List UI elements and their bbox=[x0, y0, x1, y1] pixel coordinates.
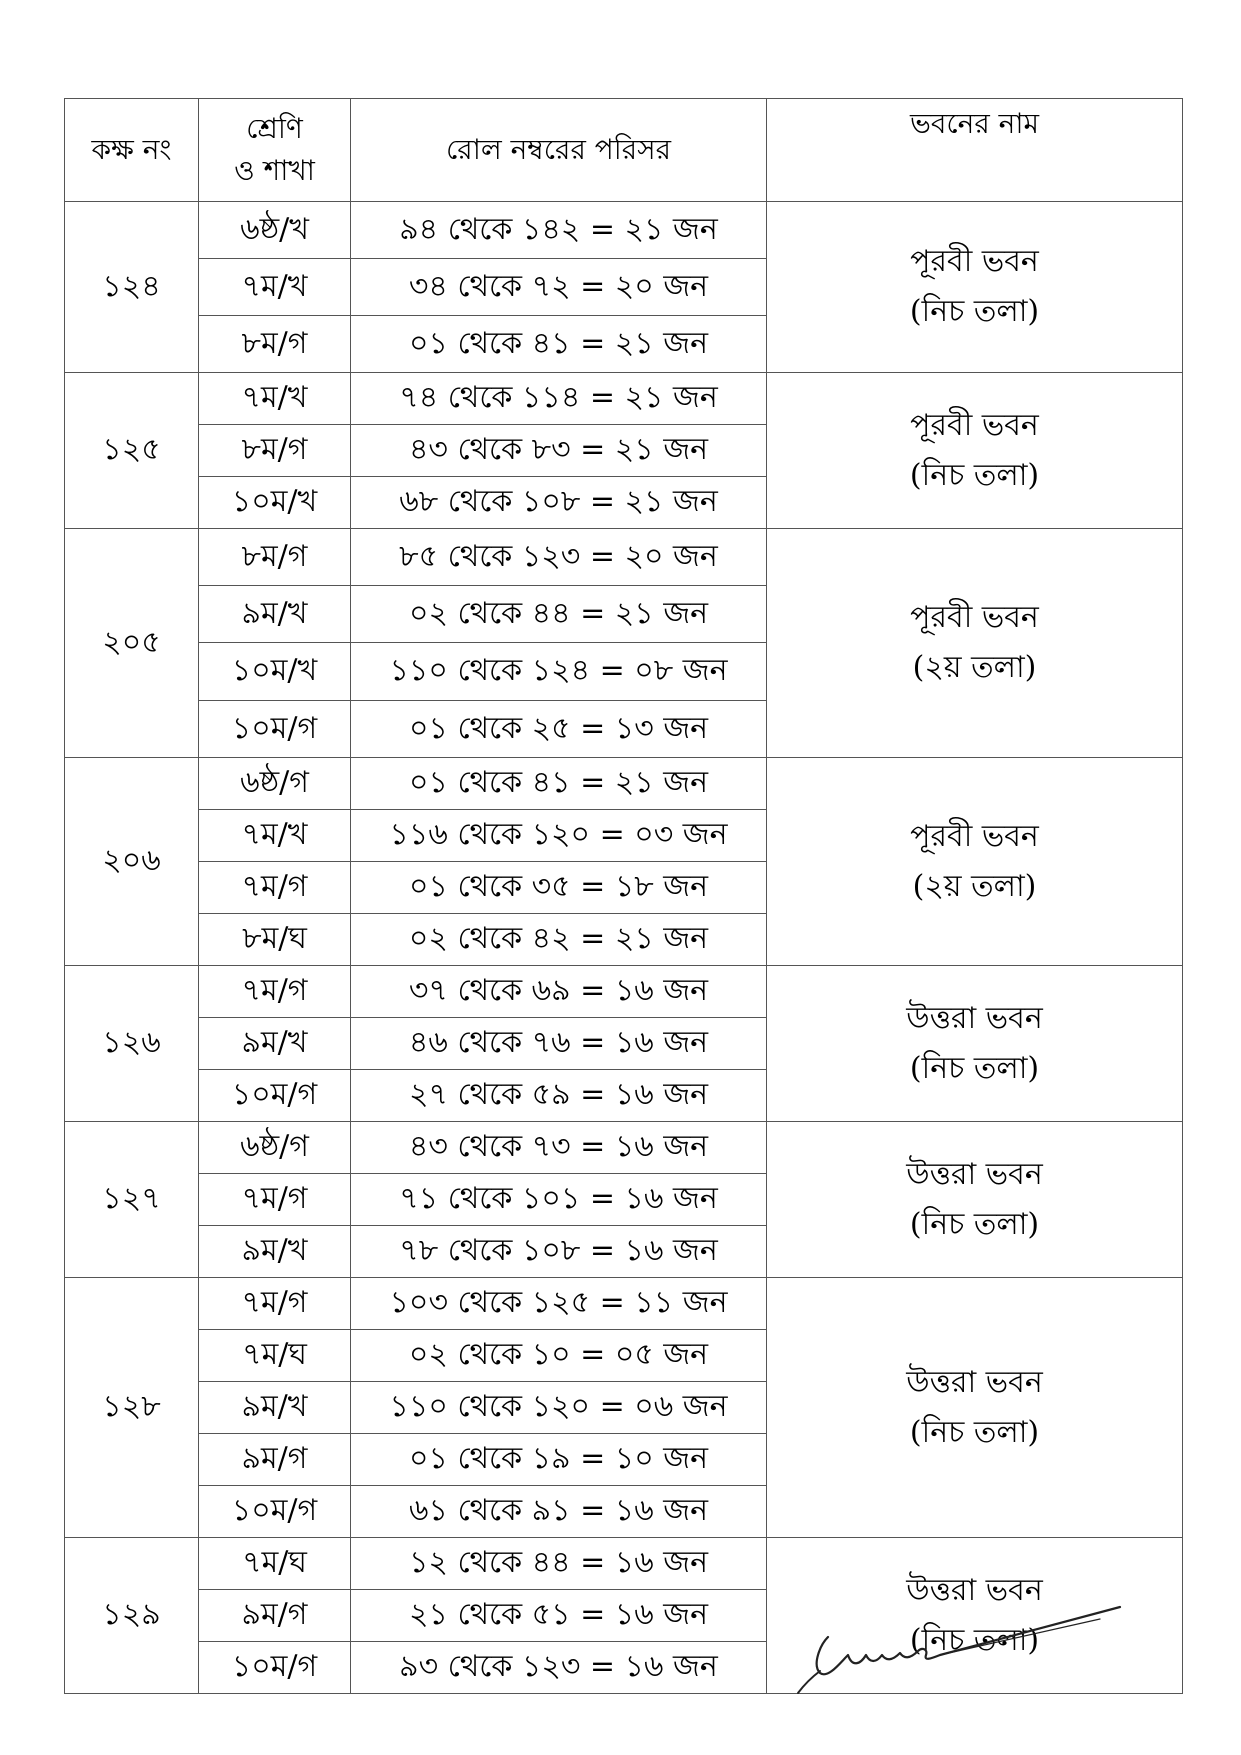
roll-range-cell: ০২ থেকে ১০ = ০৫ জন bbox=[351, 1330, 767, 1382]
roll-range-cell: ৮৫ থেকে ১২৩ = ২০ জন bbox=[351, 529, 767, 586]
roll-range-cell: ২১ থেকে ৫১ = ১৬ জন bbox=[351, 1590, 767, 1642]
class-section-cell: ৬ষ্ঠ/গ bbox=[199, 1122, 351, 1174]
roll-range-cell: ০১ থেকে ২৫ = ১৩ জন bbox=[351, 701, 767, 758]
class-section-cell: ৭ম/খ bbox=[199, 810, 351, 862]
table-row bbox=[65, 966, 1183, 1018]
seat-plan-table bbox=[64, 98, 1183, 1694]
table-row bbox=[65, 1278, 1183, 1330]
building-name-cell bbox=[767, 1122, 1183, 1278]
roll-range-cell: ৩৪ থেকে ৭২ = ২০ জন bbox=[351, 259, 767, 316]
roll-range-cell: ০১ থেকে ৪১ = ২১ জন bbox=[351, 316, 767, 373]
class-section-cell: ৭ম/ঘ bbox=[199, 1538, 351, 1590]
room-number-cell: ১২৪ bbox=[65, 202, 199, 373]
building-name-line: (নিচ তলা) bbox=[909, 294, 1040, 329]
class-section-cell: ৬ষ্ঠ/খ bbox=[199, 202, 351, 259]
class-section-cell: ১০ম/গ bbox=[199, 1486, 351, 1538]
building-name-line: (২য় তলা) bbox=[912, 868, 1037, 904]
building-name-line: (নিচ তলা) bbox=[909, 1622, 1040, 1658]
class-section-cell: ৮ম/ঘ bbox=[199, 914, 351, 966]
header-roll-range: রোল নম্বরের পরিসর bbox=[351, 99, 767, 202]
roll-range-cell: ৭১ থেকে ১০১ = ১৬ জন bbox=[351, 1174, 767, 1226]
class-section-cell: ৯ম/খ bbox=[199, 1018, 351, 1070]
class-section-cell: ৮ম/গ bbox=[199, 316, 351, 373]
roll-range-cell: ১০৩ থেকে ১২৫ = ১১ জন bbox=[351, 1278, 767, 1330]
class-section-cell: ১০ম/গ bbox=[199, 1642, 351, 1694]
class-section-cell: ৭ম/গ bbox=[199, 1278, 351, 1330]
roll-range-cell: ১১০ থেকে ১২৪ = ০৮ জন bbox=[351, 643, 767, 701]
building-name-line: পূরবী ভবন bbox=[910, 818, 1039, 854]
roll-range-cell: ৯৪ থেকে ১৪২ = ২১ জন bbox=[351, 202, 767, 259]
roll-range-cell: ৪৬ থেকে ৭৬ = ১৬ জন bbox=[351, 1018, 767, 1070]
header-room: কক্ষ নং bbox=[65, 99, 199, 202]
building-name-line: পূরবী ভবন bbox=[910, 244, 1039, 279]
building-name-line: পূরবী ভবন bbox=[910, 600, 1039, 635]
header-class-section bbox=[199, 99, 351, 202]
class-section-cell: ৯ম/খ bbox=[199, 1226, 351, 1278]
roll-range-cell: ১১০ থেকে ১২০ = ০৬ জন bbox=[351, 1382, 767, 1434]
header-building: ভবনের নাম bbox=[767, 99, 1183, 202]
class-section-cell: ৭ম/গ bbox=[199, 1174, 351, 1226]
class-section-cell: ৯ম/খ bbox=[199, 1382, 351, 1434]
class-section-cell: ৭ম/খ bbox=[199, 373, 351, 425]
roll-range-cell: ৭৮ থেকে ১০৮ = ১৬ জন bbox=[351, 1226, 767, 1278]
class-section-cell: ৮ম/গ bbox=[199, 529, 351, 586]
building-name-line: (২য় তলা) bbox=[912, 650, 1037, 685]
signature bbox=[790, 1585, 1140, 1705]
roll-range-cell: ০১ থেকে ৩৫ = ১৮ জন bbox=[351, 862, 767, 914]
roll-range-cell: ১১৬ থেকে ১২০ = ০৩ জন bbox=[351, 810, 767, 862]
roll-range-cell: ৪৩ থেকে ৮৩ = ২১ জন bbox=[351, 425, 767, 477]
roll-range-cell: ০২ থেকে ৪৪ = ২১ জন bbox=[351, 586, 767, 643]
class-section-cell: ১০ম/গ bbox=[199, 1070, 351, 1122]
room-number-cell: ১২৮ bbox=[65, 1278, 199, 1538]
table-row bbox=[65, 1122, 1183, 1174]
class-section-cell: ১০ম/খ bbox=[199, 643, 351, 701]
roll-range-cell: ০১ থেকে ৪১ = ২১ জন bbox=[351, 758, 767, 810]
room-number-cell: ১২৬ bbox=[65, 966, 199, 1122]
roll-range-cell: ৯৩ থেকে ১২৩ = ১৬ জন bbox=[351, 1642, 767, 1694]
building-name-cell bbox=[767, 373, 1183, 529]
class-section-cell: ৭ম/গ bbox=[199, 966, 351, 1018]
roll-range-cell: ১২ থেকে ৪৪ = ১৬ জন bbox=[351, 1538, 767, 1590]
building-name-line: পূরবী ভবন bbox=[910, 407, 1039, 443]
roll-range-cell: ৭৪ থেকে ১১৪ = ২১ জন bbox=[351, 373, 767, 425]
room-number-cell: ২০৫ bbox=[65, 529, 199, 758]
building-name-line: উত্তরা ভবন bbox=[906, 1364, 1043, 1400]
roll-range-cell: ৬৮ থেকে ১০৮ = ২১ জন bbox=[351, 477, 767, 529]
class-section-cell: ৯ম/গ bbox=[199, 1434, 351, 1486]
building-name-line: (নিচ তলা) bbox=[909, 1050, 1040, 1086]
table-row bbox=[65, 202, 1183, 259]
room-number-cell: ১২৯ bbox=[65, 1538, 199, 1694]
class-section-cell: ৭ম/গ bbox=[199, 862, 351, 914]
roll-range-cell: ৬১ থেকে ৯১ = ১৬ জন bbox=[351, 1486, 767, 1538]
header-class-line-1: শ্রেণি bbox=[246, 112, 303, 145]
room-number-cell: ১২৫ bbox=[65, 373, 199, 529]
room-number-cell: ১২৭ bbox=[65, 1122, 199, 1278]
roll-range-cell: ০১ থেকে ১৯ = ১০ জন bbox=[351, 1434, 767, 1486]
building-name-cell bbox=[767, 1278, 1183, 1538]
building-name-cell bbox=[767, 758, 1183, 966]
header-class-line-2: ও শাখা bbox=[234, 154, 315, 187]
building-name-cell bbox=[767, 529, 1183, 758]
building-name-line: উত্তরা ভবন bbox=[906, 1572, 1043, 1608]
class-section-cell: ৯ম/গ bbox=[199, 1590, 351, 1642]
table-row bbox=[65, 758, 1183, 810]
class-section-cell: ১০ম/গ bbox=[199, 701, 351, 758]
building-name-cell bbox=[767, 202, 1183, 373]
room-number-cell: ২০৬ bbox=[65, 758, 199, 966]
table-row bbox=[65, 529, 1183, 586]
class-section-cell: ৯ম/খ bbox=[199, 586, 351, 643]
roll-range-cell: ২৭ থেকে ৫৯ = ১৬ জন bbox=[351, 1070, 767, 1122]
building-name-line: উত্তরা ভবন bbox=[906, 1000, 1043, 1036]
table-body bbox=[65, 202, 1183, 1694]
building-name-line: (নিচ তলা) bbox=[909, 457, 1040, 493]
class-section-cell: ১০ম/খ bbox=[199, 477, 351, 529]
building-name-line: (নিচ তলা) bbox=[909, 1206, 1040, 1242]
building-name-cell bbox=[767, 966, 1183, 1122]
building-name-line: (নিচ তলা) bbox=[909, 1414, 1040, 1450]
roll-range-cell: ০২ থেকে ৪২ = ২১ জন bbox=[351, 914, 767, 966]
roll-range-cell: ৪৩ থেকে ৭৩ = ১৬ জন bbox=[351, 1122, 767, 1174]
class-section-cell: ৭ম/ঘ bbox=[199, 1330, 351, 1382]
header-row bbox=[65, 99, 1183, 202]
class-section-cell: ৮ম/গ bbox=[199, 425, 351, 477]
table-row bbox=[65, 373, 1183, 425]
table-row bbox=[65, 1538, 1183, 1590]
roll-range-cell: ৩৭ থেকে ৬৯ = ১৬ জন bbox=[351, 966, 767, 1018]
class-section-cell: ৭ম/খ bbox=[199, 259, 351, 316]
class-section-cell: ৬ষ্ঠ/গ bbox=[199, 758, 351, 810]
building-name-line: উত্তরা ভবন bbox=[906, 1156, 1043, 1192]
